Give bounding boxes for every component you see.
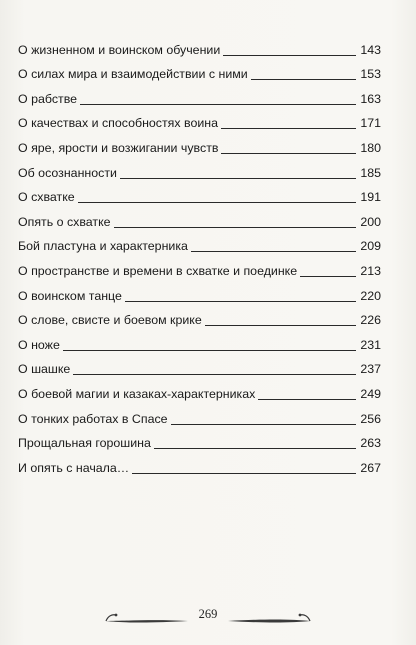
toc-entry-title: О рабстве bbox=[18, 91, 78, 106]
toc-entry[interactable] bbox=[18, 157, 381, 182]
toc-entry-page: 220 bbox=[360, 288, 381, 303]
toc-entry-page: 256 bbox=[360, 411, 381, 426]
toc-entry[interactable] bbox=[18, 108, 381, 133]
toc-leader-line bbox=[63, 349, 356, 351]
toc-entry-page: 143 bbox=[360, 42, 381, 57]
toc-entry[interactable] bbox=[18, 403, 381, 428]
table-of-contents bbox=[18, 34, 381, 477]
toc-leader-line bbox=[132, 472, 356, 474]
toc-leader-line bbox=[154, 447, 356, 449]
toc-entry[interactable] bbox=[18, 452, 381, 477]
toc-entry-title: Бой пластуна и характерника bbox=[18, 239, 188, 254]
toc-entry-page: 237 bbox=[360, 362, 381, 377]
toc-entry-page: 153 bbox=[360, 67, 381, 82]
toc-entry-page: 191 bbox=[360, 190, 381, 205]
page-number: 269 bbox=[198, 607, 218, 621]
toc-entry[interactable] bbox=[18, 231, 381, 256]
toc-leader-line bbox=[221, 127, 356, 129]
toc-entry-page: 171 bbox=[360, 116, 381, 131]
toc-entry[interactable] bbox=[18, 428, 381, 453]
toc-entry-title: О жизненном и воинском обучении bbox=[18, 42, 221, 57]
toc-entry-title: Об осознанности bbox=[18, 165, 117, 180]
toc-entry-title: О яре, ярости и возжигании чувств bbox=[18, 140, 219, 155]
toc-entry-title: О воинском танце bbox=[18, 288, 122, 303]
toc-entry[interactable] bbox=[18, 329, 381, 354]
toc-entry-title: О пространстве и времени в схватке и поединке bbox=[18, 263, 298, 278]
toc-entry-title: О слове, свисте и боевом крике bbox=[18, 313, 202, 328]
toc-leader-line bbox=[223, 54, 356, 56]
toc-leader-line bbox=[191, 250, 356, 252]
toc-entry-title: Опять о схватке bbox=[18, 214, 111, 229]
toc-entry[interactable] bbox=[18, 34, 381, 59]
toc-entry[interactable] bbox=[18, 59, 381, 84]
toc-entry[interactable] bbox=[18, 305, 381, 330]
toc-leader-line bbox=[73, 373, 356, 375]
toc-leader-line bbox=[114, 226, 356, 228]
toc-entry[interactable] bbox=[18, 206, 381, 231]
toc-leader-line bbox=[171, 423, 356, 425]
toc-entry-page: 249 bbox=[360, 386, 381, 401]
toc-leader-line bbox=[205, 324, 356, 326]
toc-entry-page: 180 bbox=[360, 140, 381, 155]
toc-entry-title: О боевой магии и казаках-характерниках bbox=[18, 386, 256, 401]
toc-leader-line bbox=[120, 177, 356, 179]
ornament-right-icon bbox=[226, 604, 312, 628]
toc-entry-page: 226 bbox=[360, 313, 381, 328]
toc-entry-page: 231 bbox=[360, 337, 381, 352]
toc-entry[interactable] bbox=[18, 280, 381, 305]
toc-entry-title: И опять с начала… bbox=[18, 460, 130, 475]
toc-entry[interactable] bbox=[18, 83, 381, 108]
toc-leader-line bbox=[221, 152, 356, 154]
toc-entry-page: 185 bbox=[360, 165, 381, 180]
toc-entry-title: О ноже bbox=[18, 337, 60, 352]
toc-leader-line bbox=[78, 201, 356, 203]
toc-leader-line bbox=[80, 103, 356, 105]
toc-entry-page: 263 bbox=[360, 436, 381, 451]
toc-entry[interactable] bbox=[18, 255, 381, 280]
toc-entry[interactable] bbox=[18, 354, 381, 379]
toc-entry-page: 209 bbox=[360, 239, 381, 254]
toc-entry-title: О силах мира и взаимодействии с ними bbox=[18, 67, 248, 82]
toc-entry-page: 163 bbox=[360, 91, 381, 106]
toc-leader-line bbox=[125, 300, 356, 302]
toc-entry-title: О тонких работах в Спасе bbox=[18, 411, 168, 426]
toc-entry-page: 213 bbox=[360, 263, 381, 278]
toc-leader-line bbox=[300, 275, 356, 277]
toc-entry-title: О схватке bbox=[18, 190, 75, 205]
toc-entry-page: 267 bbox=[360, 460, 381, 475]
toc-entry-title: О шашке bbox=[18, 362, 71, 377]
toc-entry-page: 200 bbox=[360, 214, 381, 229]
toc-entry[interactable] bbox=[18, 378, 381, 403]
toc-leader-line bbox=[251, 78, 356, 80]
toc-entry-title: О качествах и способностях воина bbox=[18, 116, 219, 131]
toc-leader-line bbox=[258, 398, 356, 400]
toc-entry[interactable] bbox=[18, 182, 381, 207]
toc-entry-title: Прощальная горошина bbox=[18, 436, 151, 451]
toc-entry[interactable] bbox=[18, 132, 381, 157]
